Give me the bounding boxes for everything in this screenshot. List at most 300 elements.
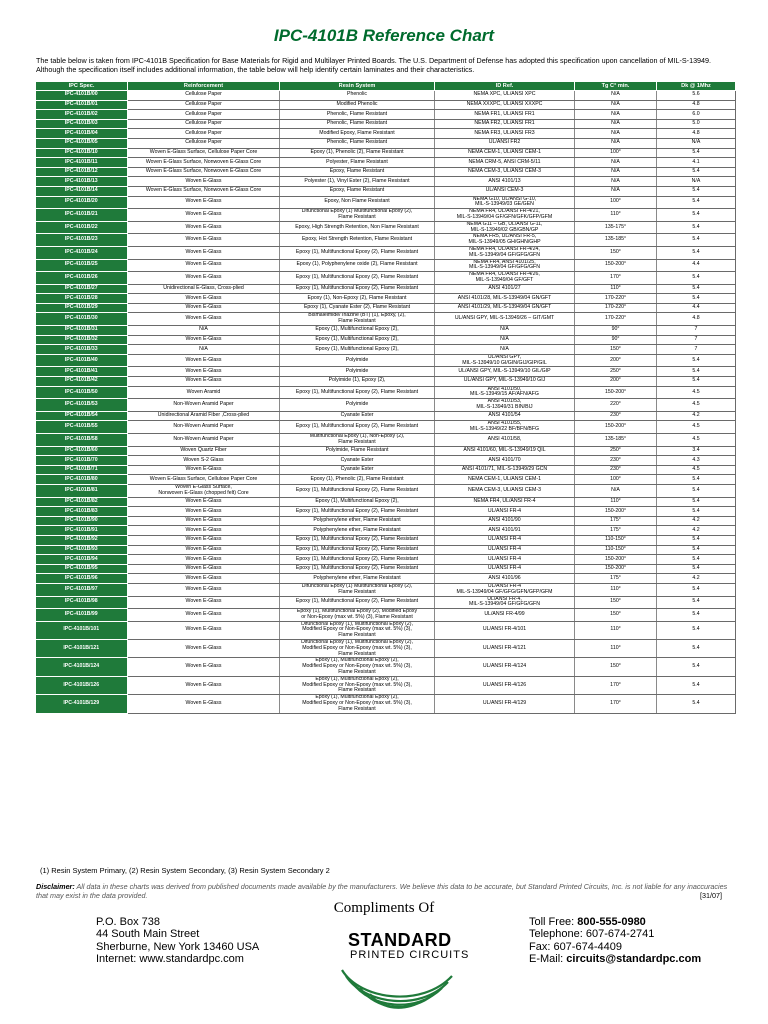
- cell-ipc-spec: IPC-4101B/98: [36, 596, 128, 609]
- table-row: [36, 545, 736, 555]
- cell-dk: 5.4: [657, 583, 736, 596]
- cell-ipc-spec: IPC-4101B/101: [36, 621, 128, 639]
- table-row: [36, 658, 736, 676]
- address-city: Sherburne, New York 13460 USA: [96, 940, 260, 953]
- cell-reinforcement: Woven E-Glass: [128, 516, 280, 526]
- cell-ipc-spec: IPC-4101B/82: [36, 497, 128, 507]
- cell-ipc-spec: IPC-4101B/24: [36, 246, 128, 259]
- cell-reinforcement: Woven E-Glass Surface, Nonwoven E-Glass (chopped felt) Core: [128, 484, 280, 497]
- reference-table: [35, 81, 736, 714]
- cell-reinforcement: Woven E-Glass: [128, 609, 280, 622]
- cell-id-ref: UL/ANSI FR-4/99: [435, 609, 575, 622]
- cell-id-ref: ANSI 4101/71, MIL-S-13949/29 GCN: [435, 465, 575, 475]
- cell-resin-system: Modified Phenolic: [280, 100, 435, 110]
- cell-id-ref: ANSI 4101/28, MIL-S-13949/04 GN/GFT: [435, 294, 575, 304]
- cell-dk: 5.4: [657, 186, 736, 196]
- cell-ipc-spec: IPC-4101B/04: [36, 129, 128, 139]
- cell-ipc-spec: IPC-4101B/11: [36, 158, 128, 168]
- cell-resin-system: Epoxy, Hot Strength Retention, Flame Resistant: [280, 234, 435, 247]
- cell-dk: 5.4: [657, 377, 736, 387]
- cell-ipc-spec: IPC-4101B/81: [36, 484, 128, 497]
- cell-id-ref: ANSI 4101/96: [435, 574, 575, 584]
- cell-reinforcement: Cellulose Paper: [128, 129, 280, 139]
- cell-id-ref: UL/ANSI FR-4: [435, 545, 575, 555]
- cell-dk: 4.4: [657, 259, 736, 272]
- cell-reinforcement: Woven E-Glass: [128, 596, 280, 609]
- cell-resin-system: Polyphenylene ether, Flame Resistant: [280, 574, 435, 584]
- cell-tg: 110°: [575, 640, 657, 658]
- cell-tg: 175°: [575, 574, 657, 584]
- table-row: [36, 583, 736, 596]
- cell-ipc-spec: IPC-4101B/00: [36, 91, 128, 101]
- cell-tg: 220°: [575, 399, 657, 412]
- cell-reinforcement: Woven E-Glass: [128, 640, 280, 658]
- cell-id-ref: NEMA FR3, UL/ANSI FR3: [435, 129, 575, 139]
- cell-reinforcement: Woven E-Glass: [128, 246, 280, 259]
- cell-reinforcement: Woven E-Glass: [128, 259, 280, 272]
- cell-resin-system: Polyimide: [280, 399, 435, 412]
- table-row: [36, 621, 736, 639]
- table-row: [36, 345, 736, 355]
- cell-dk: 5.4: [657, 535, 736, 545]
- cell-dk: 5.4: [657, 246, 736, 259]
- table-row: [36, 377, 736, 387]
- cell-id-ref: NEMA FR4, UL/ANSI FR-4: [435, 497, 575, 507]
- cell-dk: 4.8: [657, 100, 736, 110]
- cell-dk: 7: [657, 335, 736, 345]
- cell-id-ref: N/A: [435, 335, 575, 345]
- cell-resin-system: Epoxy (1), Multifunctional Epoxy (2), Modified Epoxy or Non-Epoxy (max wt. 5%) (3), Flame Resistant: [280, 695, 435, 713]
- cell-resin-system: Polyimide: [280, 354, 435, 367]
- cell-tg: 170°: [575, 695, 657, 713]
- cell-id-ref: UL/ANSI FR-4: [435, 535, 575, 545]
- table-row: [36, 259, 736, 272]
- table-row: [36, 421, 736, 434]
- cell-dk: 5.4: [657, 676, 736, 694]
- cell-tg: 200°: [575, 377, 657, 387]
- cell-reinforcement: Woven E-Glass: [128, 658, 280, 676]
- cell-resin-system: Epoxy, Non Flame Resistant: [280, 196, 435, 209]
- cell-reinforcement: Woven E-Glass: [128, 535, 280, 545]
- table-row: [36, 209, 736, 222]
- cell-ipc-spec: IPC-4101B/12: [36, 167, 128, 177]
- table-row: [36, 186, 736, 196]
- cell-ipc-spec: IPC-4101B/71: [36, 465, 128, 475]
- cell-reinforcement: Woven E-Glass: [128, 221, 280, 234]
- cell-ipc-spec: IPC-4101B/96: [36, 574, 128, 584]
- cell-resin-system: Epoxy (1), Multifunctional Epoxy (2), Flame Resistant: [280, 507, 435, 517]
- cell-dk: 4.3: [657, 456, 736, 466]
- cell-resin-system: Epoxy (1), Multifunctional Epoxy (2), Flame Resistant: [280, 545, 435, 555]
- cell-dk: 5.4: [657, 695, 736, 713]
- table-row: [36, 272, 736, 285]
- cell-tg: 175°: [575, 526, 657, 536]
- cell-reinforcement: Woven E-Glass: [128, 545, 280, 555]
- table-row: [36, 177, 736, 187]
- cell-tg: 150-200°: [575, 421, 657, 434]
- cell-id-ref: NEMA CEM-3, UL/ANSI CEM-3: [435, 484, 575, 497]
- cell-tg: 100°: [575, 475, 657, 485]
- cell-dk: 6.0: [657, 110, 736, 120]
- cell-tg: 135-175°: [575, 221, 657, 234]
- cell-tg: 110°: [575, 497, 657, 507]
- cell-resin-system: Epoxy (1), Multifunctional Epoxy (2), Flame Resistant: [280, 596, 435, 609]
- cell-ipc-spec: IPC-4101B/92: [36, 535, 128, 545]
- cell-dk: 5.4: [657, 221, 736, 234]
- table-row: [36, 596, 736, 609]
- cell-id-ref: UL/ANSI GPY, MIL-S-13949/10 GI/GIN/GIJ/GIP/GIL: [435, 354, 575, 367]
- cell-id-ref: UL/ANSI CEM-3: [435, 186, 575, 196]
- telephone-line[interactable]: Telephone: 607-674-2741: [529, 928, 655, 941]
- footnote: (1) Resin System Primary, (2) Resin System Secondary, (3) Resin System Secondary 2: [40, 866, 330, 875]
- table-row: [36, 564, 736, 574]
- table-row: [36, 574, 736, 584]
- cell-ipc-spec: IPC-4101B/32: [36, 335, 128, 345]
- table-body: [36, 91, 736, 714]
- cell-id-ref: NEMA CEM-1, UL/ANSI CEM-1: [435, 475, 575, 485]
- cell-ipc-spec: IPC-4101B/26: [36, 272, 128, 285]
- table-row: [36, 386, 736, 399]
- cell-ipc-spec: IPC-4101B/31: [36, 326, 128, 336]
- cell-tg: N/A: [575, 167, 657, 177]
- table-row: [36, 196, 736, 209]
- table-row: [36, 456, 736, 466]
- cell-resin-system: Epoxy (1), Cyanate Ester (2), Flame Resistant: [280, 303, 435, 313]
- disclaimer: [36, 882, 736, 900]
- cell-resin-system: Epoxy (1), Multifunctional Epoxy (2),: [280, 345, 435, 355]
- cell-reinforcement: Unidirectional Aramid Fiber ,Cross-plied: [128, 411, 280, 421]
- cell-id-ref: NEMA G10, UL/ANSI G-10, MIL-S-13949/03 GE/GEN: [435, 196, 575, 209]
- cell-tg: 250°: [575, 446, 657, 456]
- cell-id-ref: ANSI 4101/90: [435, 516, 575, 526]
- cell-tg: N/A: [575, 138, 657, 148]
- cell-ipc-spec: IPC-4101B/60: [36, 446, 128, 456]
- cell-reinforcement: Unidirectional E-Glass, Cross-plied: [128, 284, 280, 294]
- table-row: [36, 399, 736, 412]
- cell-reinforcement: Woven E-Glass: [128, 196, 280, 209]
- cell-resin-system: Epoxy (1), Multifunctional Epoxy (2),: [280, 326, 435, 336]
- table-row: [36, 167, 736, 177]
- cell-ipc-spec: IPC-4101B/80: [36, 475, 128, 485]
- cell-resin-system: Multifunctional Epoxy (1), Non-Epoxy (2), Flame Resistant: [280, 434, 435, 447]
- table-row: [36, 138, 736, 148]
- table-row: [36, 497, 736, 507]
- cell-tg: 230°: [575, 456, 657, 466]
- cell-id-ref: UL/ANSI FR2: [435, 138, 575, 148]
- cell-resin-system: Phenolic, Flame Resistant: [280, 119, 435, 129]
- cell-id-ref: UL/ANSI FR-4/129: [435, 695, 575, 713]
- cell-dk: 5.4: [657, 658, 736, 676]
- cell-tg: 150-200°: [575, 555, 657, 565]
- cell-id-ref: UL/ANSI GPY, MIL-S-13949/10 GIJ: [435, 377, 575, 387]
- cell-dk: 5.4: [657, 234, 736, 247]
- cell-tg: 200°: [575, 354, 657, 367]
- table-row: [36, 284, 736, 294]
- intro-paragraph: The table below is taken from IPC-4101B Specification for Base Materials for Rigid and Multilayer Printed Boards. The U.S. Department of Defense has adopted this specification upon cancellation of MIL-S-13949. Although the specification itself includes additional information, the table below will help identify certain laminates and their characteristics.: [36, 56, 712, 74]
- col-header-tg: Tg C° min.: [575, 82, 657, 91]
- table-row: [36, 411, 736, 421]
- table-row: [36, 507, 736, 517]
- cell-ipc-spec: IPC-4101B/97: [36, 583, 128, 596]
- table-row: [36, 555, 736, 565]
- table-row: [36, 475, 736, 485]
- cell-id-ref: UL/ANSI FR-4 MIL-S-13949/04 GF/GFG/GFN/GFP/GFM: [435, 583, 575, 596]
- cell-id-ref: UL/ANSI FR-4/101: [435, 621, 575, 639]
- cell-id-ref: ANSI 4101/54: [435, 411, 575, 421]
- table-row: [36, 446, 736, 456]
- cell-tg: 170-220°: [575, 303, 657, 313]
- cell-id-ref: UL/ANSI FR-4, MIL-S-13949/04 GF/GFG/GFN: [435, 596, 575, 609]
- cell-resin-system: Phenolic, Flame Resistant: [280, 110, 435, 120]
- cell-tg: 170-220°: [575, 294, 657, 304]
- cell-id-ref: NEMA FR2, UL/ANSI FR1: [435, 119, 575, 129]
- table-row: [36, 294, 736, 304]
- cell-dk: N/A: [657, 177, 736, 187]
- cell-reinforcement: Woven E-Glass: [128, 583, 280, 596]
- cell-ipc-spec: IPC-4101B/83: [36, 507, 128, 517]
- cell-reinforcement: Woven Quartz Fiber: [128, 446, 280, 456]
- cell-ipc-spec: IPC-4101B/121: [36, 640, 128, 658]
- cell-resin-system: Epoxy, High Strength Retention, Non Flame Resistant: [280, 221, 435, 234]
- cell-resin-system: Epoxy (1), Non-Epoxy (2), Flame Resistant: [280, 294, 435, 304]
- cell-reinforcement: Woven E-Glass: [128, 272, 280, 285]
- cell-reinforcement: Woven E-Glass: [128, 564, 280, 574]
- table-row: [36, 526, 736, 536]
- table-row: [36, 234, 736, 247]
- cell-reinforcement: Cellulose Paper: [128, 100, 280, 110]
- cell-id-ref: NEMA FR5, UL/ANSI FR-5, MIL-S-13949/05 GH/GHN/GHP: [435, 234, 575, 247]
- cell-dk: 5.4: [657, 497, 736, 507]
- cell-id-ref: UL/ANSI GPY, MIL-S-13949/26 – GIT/GMT: [435, 313, 575, 326]
- cell-id-ref: NEMA CRM-5, ANSI CRM-5/11: [435, 158, 575, 168]
- cell-dk: 5.4: [657, 272, 736, 285]
- cell-tg: N/A: [575, 129, 657, 139]
- cell-reinforcement: Woven E-Glass: [128, 177, 280, 187]
- cell-dk: 4.8: [657, 313, 736, 326]
- cell-dk: 5.0: [657, 119, 736, 129]
- cell-ipc-spec: IPC-4101B/30: [36, 313, 128, 326]
- cell-id-ref: NEMA FR4, UL/ANSI FR-4/21, MIL-S-13949/04 GF/GFN/GFK/GFP/GFM: [435, 209, 575, 222]
- date-code: [31/07]: [700, 891, 722, 900]
- cell-resin-system: Polyester, Flame Resistant: [280, 158, 435, 168]
- cell-dk: 5.4: [657, 284, 736, 294]
- cell-resin-system: Cyanate Ester: [280, 411, 435, 421]
- cell-dk: 5.4: [657, 475, 736, 485]
- toll-free-line: [529, 916, 701, 928]
- cell-id-ref: UL/ANSI GPY, MIL-S-13949/10 GIL/GIP: [435, 367, 575, 377]
- table-row: [36, 100, 736, 110]
- cell-resin-system: Difunctional Epoxy (1), Multifunctional Epoxy (2), Modified Epoxy or Non-Epoxy (max wt. 5%) (3), Flame Resistant: [280, 621, 435, 639]
- cell-resin-system: Cyanate Ester: [280, 456, 435, 466]
- cell-id-ref: UL/ANSI FR-4: [435, 555, 575, 565]
- cell-tg: 110°: [575, 583, 657, 596]
- address-website[interactable]: Internet: www.standardpc.com: [96, 953, 244, 966]
- cell-resin-system: Epoxy (1), Polyphenylene oxide (2), Flame Resistant: [280, 259, 435, 272]
- cell-ipc-spec: IPC-4101B/13: [36, 177, 128, 187]
- cell-reinforcement: Cellulose Paper: [128, 138, 280, 148]
- table-row: [36, 676, 736, 694]
- table-row: [36, 158, 736, 168]
- table-row: [36, 313, 736, 326]
- fax-line: Fax: 607-674-4409: [529, 940, 622, 953]
- cell-resin-system: Epoxy (1), Multifunctional Epoxy (2), Flame Resistant: [280, 555, 435, 565]
- cell-tg: 90°: [575, 326, 657, 336]
- cell-tg: N/A: [575, 119, 657, 129]
- cell-dk: 7: [657, 326, 736, 336]
- cell-resin-system: Modified Epoxy, Flame Resistant: [280, 129, 435, 139]
- cell-reinforcement: Woven E-Glass Surface, Cellulose Paper Core: [128, 148, 280, 158]
- cell-tg: 150°: [575, 345, 657, 355]
- cell-ipc-spec: IPC-4101B/25: [36, 259, 128, 272]
- cell-resin-system: Epoxy, Flame Resistant: [280, 167, 435, 177]
- table-row: [36, 221, 736, 234]
- cell-ipc-spec: IPC-4101B/95: [36, 564, 128, 574]
- cell-reinforcement: Woven Aramid: [128, 386, 280, 399]
- cell-resin-system: Epoxy (1), Multifunctional Epoxy (2), Flame Resistant: [280, 246, 435, 259]
- cell-dk: 4.5: [657, 421, 736, 434]
- cell-id-ref: UL/ANSI FR-4/121: [435, 640, 575, 658]
- toll-free-number[interactable]: 800-555-0980: [577, 916, 646, 928]
- logo-word-printed-circuits: PRINTED CIRCUITS: [350, 949, 470, 961]
- cell-tg: 175°: [575, 516, 657, 526]
- cell-tg: N/A: [575, 158, 657, 168]
- cell-tg: N/A: [575, 484, 657, 497]
- cell-reinforcement: Woven E-Glass: [128, 507, 280, 517]
- cell-dk: 5.4: [657, 196, 736, 209]
- cell-id-ref: NEMA FR4, UL/ANSI FR-4/24, MIL-S-13949/04 GF/GFG/GFN: [435, 246, 575, 259]
- cell-id-ref: ANSI 4101/50, MIL-S-13949/15 AF/AFN/AFG: [435, 386, 575, 399]
- table-row: [36, 148, 736, 158]
- cell-ipc-spec: IPC-4101B/03: [36, 119, 128, 129]
- cell-reinforcement: Woven E-Glass Surface, Nonwoven E-Glass Core: [128, 167, 280, 177]
- cell-reinforcement: Woven E-Glass: [128, 367, 280, 377]
- cell-reinforcement: Woven E-Glass: [128, 335, 280, 345]
- table-row: [36, 516, 736, 526]
- cell-ipc-spec: IPC-4101B/33: [36, 345, 128, 355]
- cell-reinforcement: Woven E-Glass: [128, 621, 280, 639]
- logo-word-standard: STANDARD: [348, 930, 452, 950]
- cell-ipc-spec: IPC-4101B/22: [36, 221, 128, 234]
- cell-dk: 4.2: [657, 574, 736, 584]
- cell-dk: 5.4: [657, 294, 736, 304]
- cell-reinforcement: Woven E-Glass: [128, 303, 280, 313]
- cell-resin-system: Polyimide, Flame Resistant: [280, 446, 435, 456]
- table-row: [36, 535, 736, 545]
- table-row: [36, 609, 736, 622]
- cell-tg: 150°: [575, 596, 657, 609]
- cell-id-ref: N/A: [435, 326, 575, 336]
- cell-resin-system: Epoxy (1), Multifunctional Epoxy (2), Modified Epoxy or Non-Epoxy (max wt. 5%) (3), Flame Resistant: [280, 676, 435, 694]
- cell-resin-system: Polyphenylene ether, Flame Resistant: [280, 526, 435, 536]
- cell-resin-system: Epoxy (1), Multifunctional Epoxy (2), Modified Epoxy or Non-Epoxy (max wt. 5%) (3), Flame Resistant: [280, 658, 435, 676]
- cell-tg: 150-200°: [575, 386, 657, 399]
- cell-dk: 5.4: [657, 507, 736, 517]
- disclaimer-label: Disclaimer:: [36, 882, 75, 891]
- cell-dk: 4.2: [657, 526, 736, 536]
- table-row: [36, 484, 736, 497]
- cell-tg: 170°: [575, 676, 657, 694]
- cell-resin-system: Epoxy (1), Multifunctional Epoxy (2), Flame Resistant: [280, 284, 435, 294]
- cell-reinforcement: Non-Woven Aramid Paper: [128, 434, 280, 447]
- table-row: [36, 119, 736, 129]
- cell-ipc-spec: IPC-4101B/23: [36, 234, 128, 247]
- cell-reinforcement: Woven E-Glass Surface, Nonwoven E-Glass Core: [128, 158, 280, 168]
- cell-ipc-spec: IPC-4101B/41: [36, 367, 128, 377]
- cell-tg: 110-150°: [575, 545, 657, 555]
- cell-dk: 5.4: [657, 545, 736, 555]
- cell-id-ref: NEMA G11 – GB, UL/ANSI G-11, MIL-S-13949/02 GB/GBN/GP: [435, 221, 575, 234]
- cell-reinforcement: Woven E-Glass: [128, 313, 280, 326]
- cell-dk: 5.4: [657, 367, 736, 377]
- toll-free-label: Toll Free:: [529, 916, 578, 928]
- cell-ipc-spec: IPC-4101B/01: [36, 100, 128, 110]
- cell-tg: 135-185°: [575, 434, 657, 447]
- cell-reinforcement: Woven E-Glass: [128, 526, 280, 536]
- cell-ipc-spec: IPC-4101B/124: [36, 658, 128, 676]
- address-po-box: P.O. Box 738: [96, 916, 161, 928]
- table-row: [36, 246, 736, 259]
- cell-resin-system: Epoxy (1), Multifunctional Epoxy (2),: [280, 335, 435, 345]
- cell-reinforcement: Cellulose Paper: [128, 110, 280, 120]
- cell-dk: 5.4: [657, 354, 736, 367]
- table-row: [36, 129, 736, 139]
- cell-tg: 150-200°: [575, 507, 657, 517]
- cell-resin-system: Epoxy (1), Multifunctional Epoxy (2), Flame Resistant: [280, 484, 435, 497]
- cell-ipc-spec: IPC-4101B/10: [36, 148, 128, 158]
- cell-reinforcement: Cellulose Paper: [128, 91, 280, 101]
- cell-id-ref: UL/ANSI FR-4: [435, 564, 575, 574]
- cell-resin-system: Epoxy, Flame Resistant: [280, 186, 435, 196]
- cell-reinforcement: Woven S-2 Glass: [128, 456, 280, 466]
- cell-dk: 5.4: [657, 209, 736, 222]
- email-address[interactable]: circuits@standardpc.com: [566, 953, 702, 966]
- cell-tg: 100°: [575, 148, 657, 158]
- standard-printed-circuits-logo: [312, 930, 472, 1022]
- cell-id-ref: UL/ANSI FR-4/124: [435, 658, 575, 676]
- cell-ipc-spec: IPC-4101B/29: [36, 303, 128, 313]
- cell-id-ref: ANSI 4101/13: [435, 177, 575, 187]
- cell-reinforcement: Non-Woven Aramid Paper: [128, 399, 280, 412]
- table-row: [36, 640, 736, 658]
- cell-id-ref: ANSI 4101/60, MIL-S-13949/19 QIL: [435, 446, 575, 456]
- cell-ipc-spec: IPC-4101B/50: [36, 386, 128, 399]
- table-row: [36, 326, 736, 336]
- cell-dk: 4.5: [657, 399, 736, 412]
- cell-dk: 4.5: [657, 386, 736, 399]
- cell-reinforcement: N/A: [128, 345, 280, 355]
- cell-id-ref: UL/ANSI FR-4: [435, 507, 575, 517]
- contact-info: [529, 916, 701, 966]
- cell-reinforcement: Non-Woven Aramid Paper: [128, 421, 280, 434]
- cell-reinforcement: Woven E-Glass: [128, 695, 280, 713]
- cell-ipc-spec: IPC-4101B/05: [36, 138, 128, 148]
- cell-tg: 110-150°: [575, 535, 657, 545]
- cell-tg: 150°: [575, 609, 657, 622]
- cell-dk: 4.2: [657, 411, 736, 421]
- cell-dk: 5.4: [657, 640, 736, 658]
- cell-dk: 5.4: [657, 609, 736, 622]
- cell-id-ref: ANSI 4101/70: [435, 456, 575, 466]
- cell-resin-system: Epoxy (1), Multifunctional Epoxy (2), Flame Resistant: [280, 421, 435, 434]
- cell-reinforcement: Woven E-Glass: [128, 354, 280, 367]
- cell-resin-system: Bismaleimide/Triazine (BT) (1), Epoxy, (2), Flame Resistant: [280, 313, 435, 326]
- cell-ipc-spec: IPC-4101B/58: [36, 434, 128, 447]
- cell-resin-system: Polyphenylene ether, Flame Resistant: [280, 516, 435, 526]
- cell-dk: 5.4: [657, 621, 736, 639]
- cell-id-ref: UL/ANSI FR-4/126: [435, 676, 575, 694]
- address-street: 44 South Main Street: [96, 928, 200, 941]
- mailing-address: [96, 916, 259, 966]
